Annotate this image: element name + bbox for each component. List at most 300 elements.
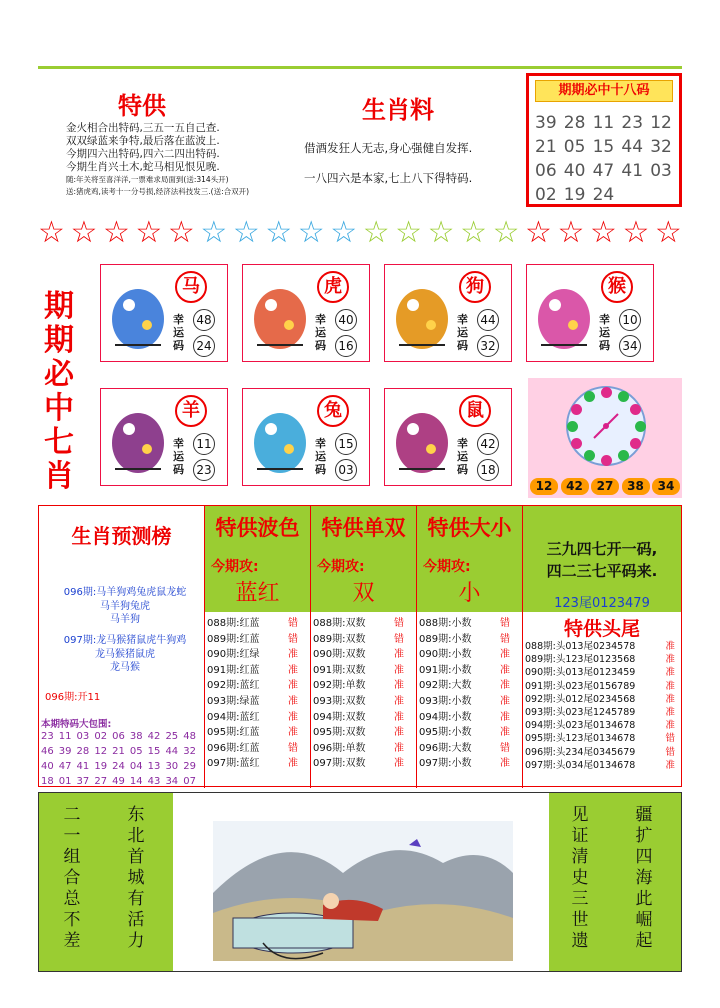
row-value: 蓝红	[239, 758, 260, 770]
row-value: 小数	[451, 618, 472, 629]
zodiac-label: 马	[175, 271, 207, 303]
toutou-tail: 123尾0123479	[554, 596, 650, 611]
top-divider	[38, 66, 682, 69]
pack-number: 46	[41, 746, 54, 757]
row-value: 小数	[451, 695, 472, 707]
result-mark: 准	[288, 727, 298, 739]
pack-number: 34	[165, 776, 179, 787]
lucky-number: 42	[477, 433, 499, 455]
code-number: 41	[621, 161, 644, 181]
period-label: 095期:	[207, 727, 240, 739]
code-number: 19	[563, 185, 586, 205]
star-icon: ☆	[622, 215, 650, 250]
row-value: 大数	[451, 742, 472, 754]
row-value: 小数	[451, 727, 472, 739]
ranking-line: 096期:马羊狗鸡兔虎鼠龙蛇	[63, 587, 187, 598]
tegong-line: 双双绿蓝来争特,最后落在蓝波上.	[66, 135, 220, 147]
zodiac-card	[384, 388, 512, 486]
toutou-rows	[525, 640, 679, 772]
attack-value: 双	[352, 581, 375, 606]
pack-number: 15	[147, 746, 161, 757]
star-row	[38, 214, 682, 252]
row-value: 红蓝	[239, 618, 260, 629]
attack-label: 今期攻:	[423, 559, 471, 575]
result-row	[313, 694, 414, 710]
row-value: 大数	[451, 680, 472, 692]
code-number: 44	[621, 137, 644, 157]
result-mark: 准	[665, 759, 675, 771]
result-row	[419, 741, 520, 757]
attack-label: 今期攻:	[317, 559, 365, 575]
pack-number: 27	[94, 776, 108, 787]
attack-value: 蓝红	[235, 581, 280, 606]
lucky-number: 23	[193, 459, 215, 481]
shengxiao-line-2: 一八四六是本家,七上八下得特码.	[304, 171, 473, 185]
row-value: 红蓝	[239, 664, 260, 676]
bottom-right-poem	[549, 793, 681, 971]
pack-number: 05	[129, 746, 143, 757]
result-mark: 准	[288, 664, 298, 676]
row-value: 双数	[345, 695, 366, 707]
tegong-title: 特供	[118, 92, 166, 120]
period-label: 096期:	[207, 742, 240, 754]
result-mark: 准	[288, 695, 298, 707]
tegong-note: 随:年关将至喜洋洋,一票难求局面到(送:314头开)	[66, 175, 229, 184]
result-mark: 准	[500, 727, 510, 739]
result-row	[313, 632, 414, 648]
period-label: 093期:	[525, 706, 556, 718]
row-value: 蓝红	[239, 680, 260, 692]
result-row	[313, 741, 414, 757]
ranking-line: 龙马猴猪鼠虎	[95, 648, 155, 660]
clock-dot	[630, 438, 641, 449]
pack-number: 29	[183, 761, 196, 772]
row-value: 小数	[451, 649, 472, 661]
prediction-section	[38, 505, 682, 787]
period-label: 088期:	[313, 618, 346, 629]
column-title: 特供波色	[205, 506, 310, 550]
star-icon: ☆	[330, 215, 358, 250]
result-mark: 错	[288, 742, 298, 754]
lucky-number: 03	[335, 459, 357, 481]
lucky-number: 40	[335, 309, 357, 331]
star-icon: ☆	[492, 215, 520, 250]
result-rows	[313, 616, 414, 772]
toutou-header	[523, 506, 681, 612]
period-label: 091期:	[313, 664, 346, 676]
code-number: 24	[592, 185, 615, 205]
result-row	[419, 647, 520, 663]
row-value: 红蓝	[239, 633, 260, 645]
result-mark: 准	[500, 711, 510, 723]
clock-dot	[584, 450, 595, 461]
result-mark: 准	[394, 695, 404, 707]
result-row	[313, 647, 414, 663]
row-value: 双数	[345, 758, 366, 770]
clock-dot	[571, 438, 582, 449]
period-label: 096期:	[525, 746, 556, 758]
pack-number: 06	[112, 731, 125, 742]
lucky-label: 幸 运 码	[315, 437, 326, 476]
result-mark: 准	[394, 727, 404, 739]
poem-column: 二 一 组 合 总 不 差	[63, 805, 81, 951]
period-label: 090期:	[313, 649, 346, 661]
row-value: 头023尾1245789	[555, 706, 636, 718]
pack-number: 42	[147, 731, 161, 742]
pack-number: 11	[58, 731, 72, 742]
code-number: 02	[535, 185, 557, 205]
result-mark: 准	[288, 649, 298, 661]
period-label: 091期:	[207, 664, 240, 676]
pack-number: 07	[183, 776, 196, 787]
result-mark: 准	[394, 664, 404, 676]
result-mark: 错	[665, 733, 675, 745]
lucky-number: 10	[619, 309, 641, 331]
period-label: 092期:	[313, 680, 346, 692]
seven-zodiac-title	[42, 290, 76, 494]
result-mark: 错	[665, 746, 675, 758]
result-mark: 错	[500, 742, 510, 754]
row-value: 头013尾0234578	[555, 641, 636, 652]
result-row	[207, 756, 308, 772]
clock-dot	[630, 404, 641, 415]
code-number: 05	[563, 137, 586, 157]
period-label: 089期:	[313, 633, 346, 645]
pack-grid	[41, 730, 201, 789]
lucky-number: 32	[477, 335, 499, 357]
paper-cut-icon	[107, 275, 169, 355]
pack-number: 47	[58, 761, 72, 772]
toutou-row	[525, 680, 679, 693]
title-char: 必	[44, 357, 74, 392]
code-number: 40	[563, 161, 586, 181]
period-label: 088期:	[207, 618, 240, 629]
period-label: 096期:	[313, 742, 346, 754]
pack-number: 37	[76, 776, 90, 787]
result-row	[207, 616, 308, 632]
star-icon: ☆	[200, 215, 228, 250]
result-row	[419, 632, 520, 648]
pack-number: 48	[183, 731, 196, 742]
lucky-label: 幸 运 码	[457, 437, 468, 476]
star-icon: ☆	[265, 215, 293, 250]
row-value: 小数	[451, 711, 472, 723]
row-value: 头034尾0134678	[555, 759, 636, 771]
daxiao-column	[417, 506, 523, 788]
lucky-label: 幸 运 码	[173, 437, 184, 476]
code-number: 47	[592, 161, 615, 181]
period-label: 095期:	[313, 727, 346, 739]
bottom-panel	[38, 792, 682, 972]
period-label: 093期:	[207, 695, 240, 707]
code-number: 39	[535, 113, 557, 133]
result-mark: 错	[394, 618, 404, 629]
toutou-row	[525, 732, 679, 745]
pack-number: 13	[147, 761, 161, 772]
row-value: 头123尾0134678	[555, 733, 636, 745]
pack-number: 21	[112, 746, 125, 757]
period-label: 092期:	[207, 680, 240, 692]
eighteen-codes-box	[526, 73, 682, 207]
pack-number: 24	[112, 761, 125, 772]
pack-number: 02	[94, 731, 108, 742]
star-icon: ☆	[460, 215, 487, 250]
code-number: 12	[650, 113, 672, 133]
attack-box	[205, 550, 310, 612]
pack-number: 43	[147, 776, 161, 787]
zodiac-ranking	[39, 506, 205, 788]
code-number: 06	[535, 161, 557, 181]
result-mark: 准	[288, 680, 298, 692]
shengxiao-line-1: 借酒发狂人无志,身心强健自发挥.	[304, 141, 473, 155]
period-label: 094期:	[313, 711, 346, 723]
lucky-balls	[530, 478, 680, 496]
period-label: 090期:	[525, 667, 556, 679]
scholar-illustration	[173, 793, 549, 971]
ranking-097	[45, 634, 205, 675]
toutou-row	[525, 666, 679, 679]
row-value: 双数	[345, 618, 366, 629]
code-number: 11	[592, 113, 615, 133]
eighteen-codes-title: 期期必中十八码	[535, 80, 673, 102]
row-value: 头234尾0345679	[555, 746, 636, 758]
result-mark: 错	[288, 618, 298, 629]
toutou-row	[525, 746, 679, 759]
result-row	[207, 663, 308, 679]
period-label: 091期:	[419, 664, 452, 676]
shengxiao-title: 生肖料	[362, 96, 434, 124]
row-value: 单数	[345, 742, 366, 754]
lucky-label: 幸 运 码	[173, 313, 184, 352]
row-value: 头023尾0134678	[555, 720, 636, 732]
star-icon: ☆	[102, 215, 130, 250]
pack-number: 49	[112, 776, 125, 787]
star-icon: ☆	[525, 215, 552, 250]
toutou-line-1: 三九四七开一码,	[546, 540, 658, 558]
period-label: 093期:	[419, 695, 452, 707]
row-value: 头012尾0234568	[555, 693, 636, 705]
period-label: 097期:	[207, 758, 240, 770]
code-number: 03	[650, 161, 672, 181]
ranking-line: 097期:龙马猴猪鼠虎牛狗鸡	[63, 635, 187, 646]
toutou-row	[525, 693, 679, 706]
result-mark: 准	[288, 711, 298, 723]
lucky-number: 44	[477, 309, 499, 331]
bose-column	[205, 506, 311, 788]
zodiac-card	[100, 264, 228, 362]
result-rows	[419, 616, 520, 772]
toutou-column	[523, 506, 681, 788]
attack-box	[311, 550, 416, 612]
clock-dot	[567, 421, 578, 432]
star-icon: ☆	[654, 215, 682, 250]
pack-number: 23	[41, 731, 54, 742]
row-value: 头023尾0156789	[555, 680, 636, 692]
row-value: 双数	[345, 727, 366, 739]
period-label: 095期:	[525, 733, 556, 745]
clock-dot	[584, 391, 595, 402]
clock-dot	[601, 455, 612, 466]
result-mark: 错	[500, 633, 510, 645]
pack-title: 本期特码大包围:	[41, 719, 112, 730]
row-value: 小数	[451, 664, 472, 676]
result-row	[313, 616, 414, 632]
row-value: 红蓝	[239, 742, 260, 754]
row-value: 双数	[345, 664, 366, 676]
column-title: 特供大小	[417, 506, 522, 550]
attack-box	[417, 550, 522, 612]
code-number: 32	[650, 137, 672, 157]
result-row	[419, 616, 520, 632]
result-mark: 准	[500, 649, 510, 661]
result-row	[313, 710, 414, 726]
title-char: 七	[44, 425, 74, 460]
result-mark: 准	[288, 758, 298, 770]
title-char: 期	[44, 323, 74, 358]
result-row	[419, 756, 520, 772]
period-label: 089期:	[207, 633, 240, 645]
eighteen-codes-grid	[535, 112, 679, 206]
period-label: 097期:	[313, 758, 346, 770]
toutou-row	[525, 640, 679, 653]
pack-number: 19	[94, 761, 108, 772]
code-number: 21	[535, 137, 557, 157]
clock-panel	[528, 378, 682, 498]
row-value: 蓝红	[239, 711, 260, 723]
tegong-line: 今期四六出特码,四六二四出特码.	[66, 148, 220, 160]
period-label: 095期:	[419, 727, 452, 739]
star-icon: ☆	[395, 215, 423, 250]
result-row	[419, 678, 520, 694]
attack-value: 小	[458, 581, 481, 606]
star-icon: ☆	[427, 215, 455, 250]
star-icon: ☆	[557, 215, 585, 250]
result-mark: 错	[500, 618, 510, 629]
lucky-number: 15	[335, 433, 357, 455]
star-icon: ☆	[167, 215, 195, 250]
result-mark: 准	[394, 742, 404, 754]
result-mark: 准	[500, 695, 510, 707]
period-label: 089期:	[525, 654, 556, 666]
period-label: 091期:	[525, 680, 556, 692]
tegong-note: 送:猪虎鸡,读考十一分号损,经济法科技发三.(送:合双开)	[66, 187, 250, 196]
row-value: 红蓝	[239, 727, 260, 739]
row-value: 小数	[451, 758, 472, 770]
lucky-number: 48	[193, 309, 215, 331]
star-icon: ☆	[38, 215, 65, 250]
tegong-poem	[66, 122, 306, 174]
zodiac-card	[100, 388, 228, 486]
result-rows	[207, 616, 308, 772]
pack-number: 12	[94, 746, 108, 757]
period-label: 094期:	[525, 720, 556, 732]
row-value: 双数	[345, 649, 366, 661]
row-value: 头013尾0123459	[555, 667, 636, 679]
star-icon: ☆	[70, 215, 98, 250]
result-row	[207, 710, 308, 726]
paper-cut-icon	[533, 275, 595, 355]
lucky-number: 11	[193, 433, 215, 455]
result-mark: 准	[394, 649, 404, 661]
zodiac-card	[526, 264, 654, 362]
tegong-notes	[66, 174, 326, 198]
result-mark: 准	[665, 720, 675, 732]
row-value: 小数	[451, 633, 472, 645]
result-row	[419, 710, 520, 726]
lucky-ball: 42	[561, 478, 589, 495]
period-label: 088期:	[525, 641, 556, 652]
pack-number: 01	[58, 776, 72, 787]
result-mark: 准	[665, 680, 675, 692]
result-mark: 准	[665, 654, 675, 666]
result-mark: 准	[394, 680, 404, 692]
paper-cut-icon	[249, 275, 311, 355]
zodiac-label: 狗	[459, 271, 491, 303]
row-value: 双数	[345, 633, 366, 645]
clock-dot	[571, 404, 582, 415]
clock-dot	[635, 421, 646, 432]
pack-number: 40	[41, 761, 54, 772]
toutou-row	[525, 759, 679, 772]
lucky-ball: 38	[622, 478, 650, 495]
result-row	[207, 694, 308, 710]
lucky-ball: 12	[530, 478, 558, 495]
result-row	[313, 663, 414, 679]
code-number: 15	[592, 137, 615, 157]
result-mark: 准	[500, 758, 510, 770]
code-number: 23	[621, 113, 644, 133]
clock-dot	[618, 450, 629, 461]
pack-number: 14	[129, 776, 143, 787]
poem-column: 东 北 首 城 有 活 力	[127, 805, 145, 951]
period-label: 097期:	[419, 758, 452, 770]
row-value: 红绿	[239, 649, 260, 661]
pack-number: 18	[41, 776, 54, 787]
period-label: 097期:	[525, 759, 556, 771]
ranking-line: 龙马猴	[110, 662, 140, 673]
illustration	[173, 793, 549, 971]
result-mark: 准	[394, 758, 404, 770]
paper-cut-icon	[391, 399, 453, 479]
clock-dot	[618, 391, 629, 402]
zodiac-label: 猴	[601, 271, 633, 303]
lucky-number: 24	[193, 335, 215, 357]
pack-number: 44	[165, 746, 179, 757]
star-icon: ☆	[135, 215, 163, 250]
paper-cut-icon	[391, 275, 453, 355]
lucky-label: 幸 运 码	[315, 313, 326, 352]
lucky-number: 34	[619, 335, 641, 357]
result-mark: 错	[288, 633, 298, 645]
bottom-left-poem	[39, 793, 173, 971]
result-row	[207, 647, 308, 663]
lucky-ball: 34	[652, 478, 680, 495]
tegong-line: 今期生肖兴土木,蛇马相见恨见晚.	[66, 161, 220, 173]
result-row	[313, 725, 414, 741]
result-mark: 错	[394, 633, 404, 645]
zodiac-label: 鼠	[459, 395, 491, 427]
title-char: 期	[44, 289, 74, 324]
zodiac-label: 虎	[317, 271, 349, 303]
toutou-line-2: 四二三七平码来.	[546, 562, 658, 580]
pack-number: 04	[129, 761, 143, 772]
period-label: 088期:	[419, 618, 452, 629]
result-row	[313, 756, 414, 772]
pack-number: 30	[165, 761, 179, 772]
zodiac-card	[242, 388, 370, 486]
result-row	[207, 632, 308, 648]
result-mark: 准	[665, 706, 675, 718]
